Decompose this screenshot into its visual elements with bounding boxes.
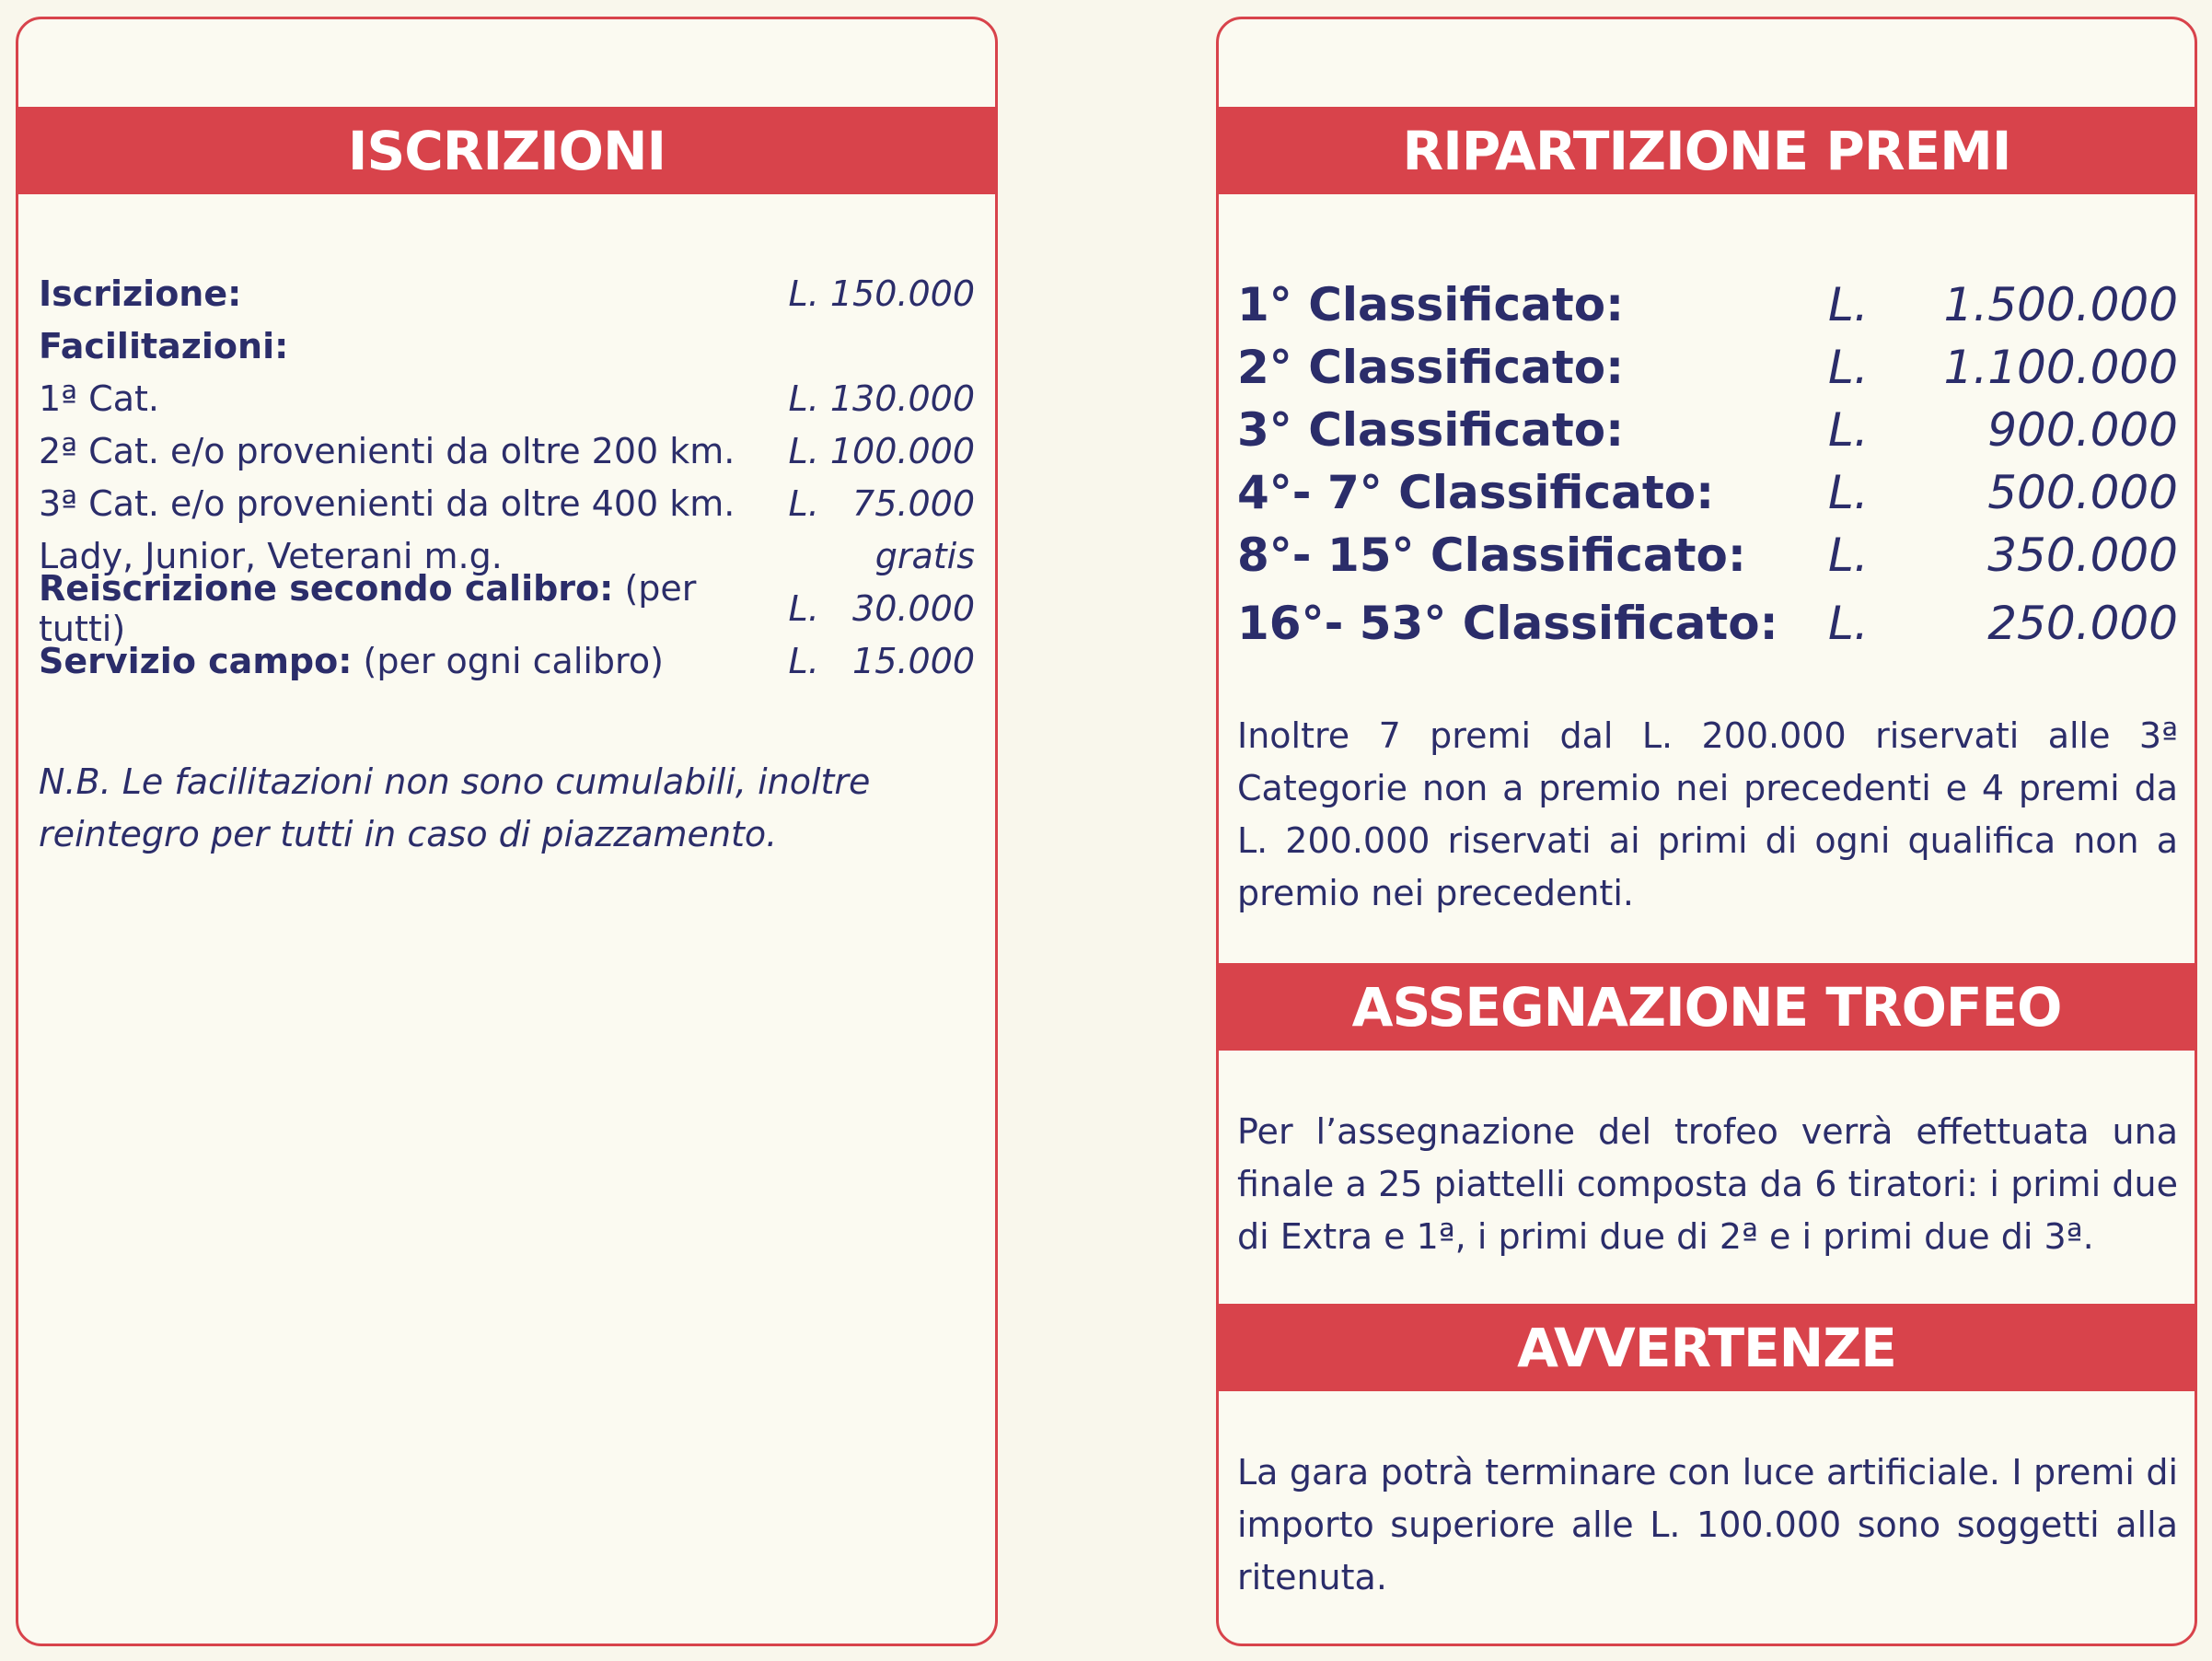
prize-amount: 350.000 — [1987, 528, 2178, 582]
prize-row — [1237, 399, 2178, 461]
fee-label: Iscrizione: — [39, 273, 242, 314]
prize-amount: 900.000 — [1987, 403, 2178, 457]
prize-row — [1237, 592, 2178, 655]
prize-currency: L. — [1828, 597, 1869, 650]
fee-amount: L. 130.000 — [788, 378, 975, 419]
fee-label: Servizio campo: (per ogni calibro) — [39, 641, 664, 681]
prize-amount: 1.500.000 — [1943, 278, 2178, 331]
fee-amount: L. 100.000 — [788, 431, 975, 471]
premi-note: Inoltre 7 premi dal L. 200.000 riservati alle 3ª Categorie non a premio nei precedenti e 4 premi da L. 200.000 riservati ai primi di ogni qualifica non a premio nei precedenti. — [1237, 715, 2178, 913]
avvertenze-text: La gara potrà terminare con luce artificiale. I premi di importo superiore alle L. 100.000 sono soggetti alla ritenuta. — [1237, 1452, 2178, 1597]
fee-label: Reiscrizione secondo calibro: (per tutti) — [39, 568, 697, 649]
prize-place: 16°- 53° Classificato: — [1237, 597, 1778, 650]
fee-row — [39, 320, 975, 372]
prize-place: 3° Classificato: — [1237, 403, 1625, 457]
fee-row — [39, 268, 975, 319]
fee-row — [39, 478, 975, 529]
fee-label: Facilitazioni: — [39, 326, 289, 366]
fee-amount: L. 30.000 — [788, 588, 975, 629]
prize-amount: 1.100.000 — [1943, 341, 2178, 394]
fee-row — [39, 635, 975, 687]
fee-amount: gratis — [874, 536, 975, 576]
iscrizioni-title: ISCRIZIONI — [16, 107, 998, 194]
prize-place: 1° Classificato: — [1237, 278, 1625, 331]
fee-label: 3ª Cat. e/o provenienti da oltre 400 km. — [39, 483, 735, 524]
prize-currency: L. — [1828, 341, 1869, 394]
fee-label: 1ª Cat. — [39, 378, 159, 419]
prize-place: 2° Classificato: — [1237, 341, 1625, 394]
prize-row — [1237, 461, 2178, 524]
fee-amount: L. 150.000 — [788, 273, 975, 314]
premi-panel — [1216, 17, 2197, 1646]
fee-label: Lady, Junior, Veterani m.g. — [39, 536, 503, 576]
fee-amount: L. 15.000 — [788, 641, 975, 681]
prize-currency: L. — [1828, 466, 1869, 519]
prize-row — [1237, 336, 2178, 399]
fee-label: 2ª Cat. e/o provenienti da oltre 200 km. — [39, 431, 735, 471]
fee-amount: L. 75.000 — [788, 483, 975, 524]
prize-currency: L. — [1828, 403, 1869, 457]
prize-amount: 250.000 — [1987, 597, 2178, 650]
fee-row — [39, 373, 975, 424]
trofeo-title: ASSEGNAZIONE TROFEO — [1216, 963, 2197, 1051]
prize-row — [1237, 524, 2178, 587]
prize-currency: L. — [1828, 528, 1869, 582]
iscrizioni-panel — [16, 17, 998, 1646]
premi-title: RIPARTIZIONE PREMI — [1216, 107, 2197, 194]
prize-currency: L. — [1828, 278, 1869, 331]
prize-amount: 500.000 — [1987, 466, 2178, 519]
fee-row — [39, 425, 975, 477]
prize-place: 4°- 7° Classificato: — [1237, 466, 1715, 519]
avvertenze-title: AVVERTENZE — [1216, 1304, 2197, 1391]
prize-row — [1237, 273, 2178, 336]
prize-place: 8°- 15° Classificato: — [1237, 528, 1746, 582]
iscrizioni-note: N.B. Le facilitazioni non sono cumulabili, inoltre reintegro per tutti in caso di piazzamento. — [39, 761, 871, 854]
trofeo-text: Per l’assegnazione del trofeo verrà effettuata una finale a 25 piattelli composta da 6 tiratori: i primi due di Extra e 1ª, i primi due di 2ª e i primi due di 3ª. — [1237, 1111, 2178, 1257]
fee-row — [39, 568, 975, 649]
